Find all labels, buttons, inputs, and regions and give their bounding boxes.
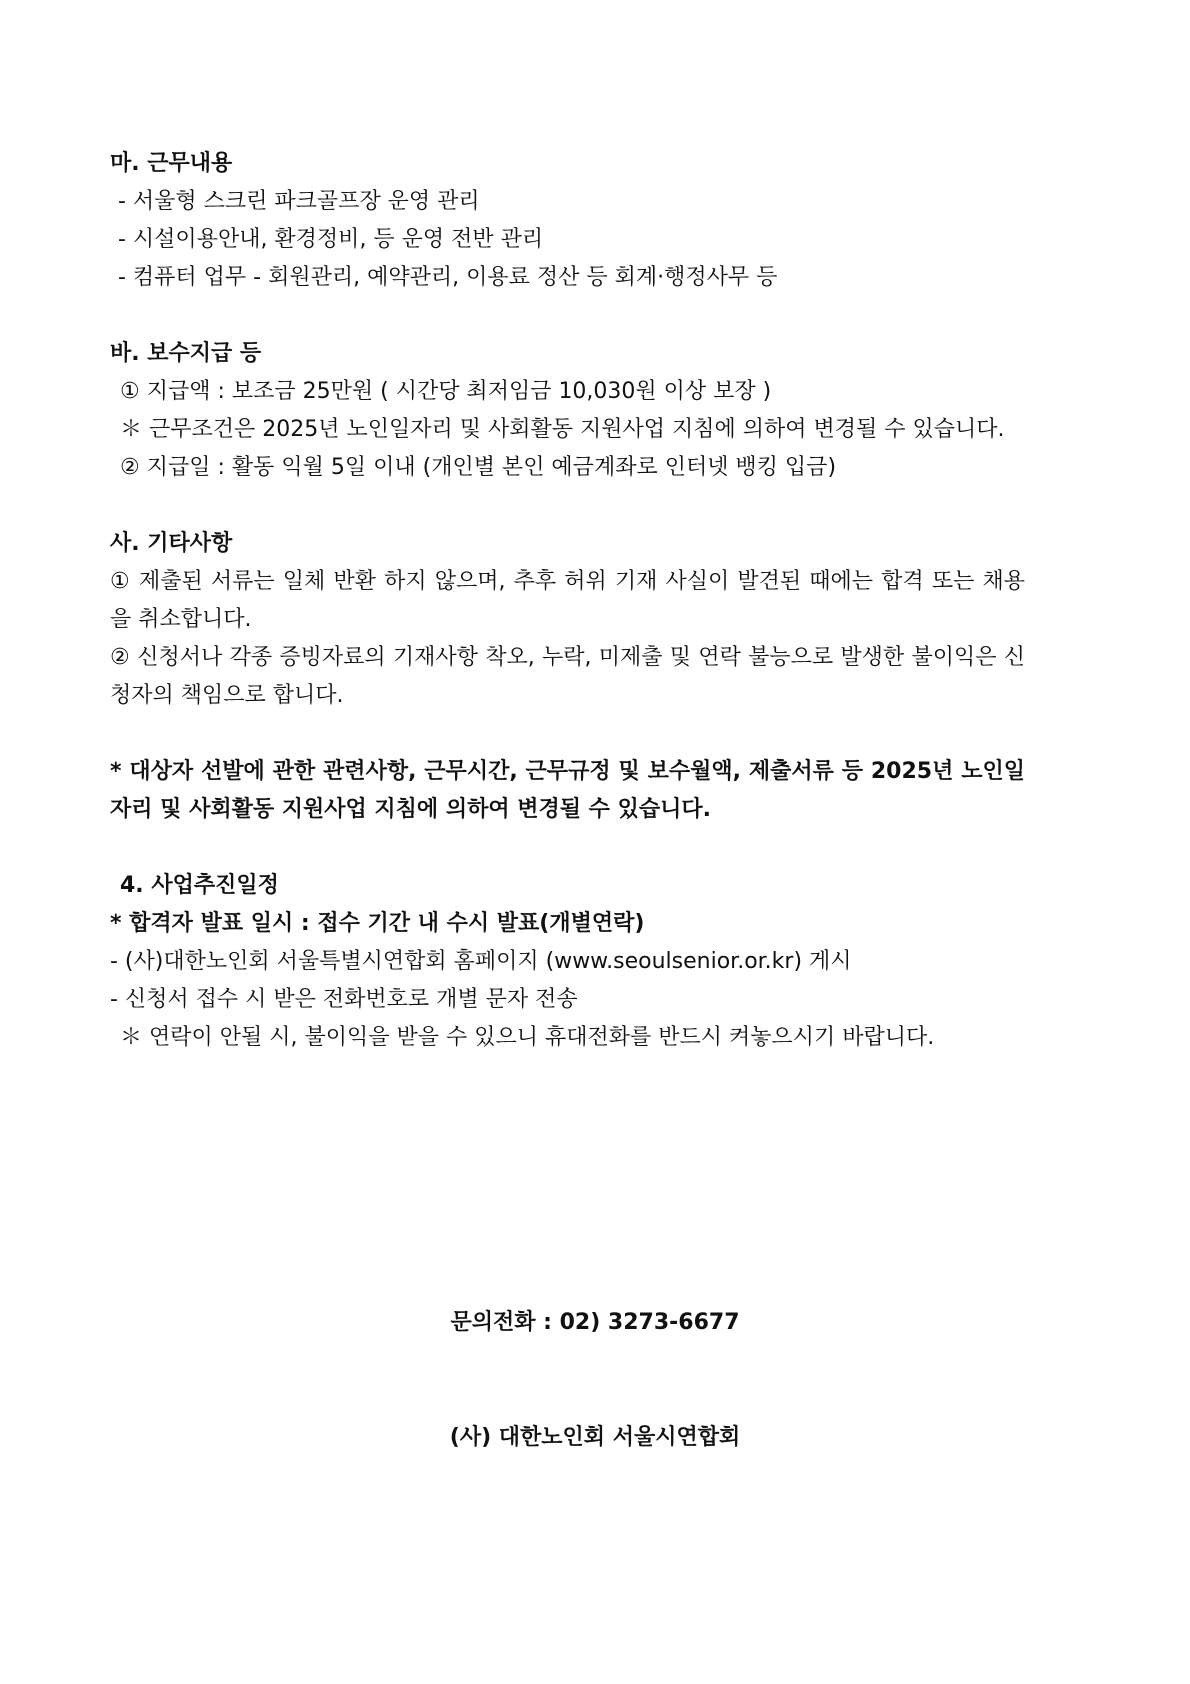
- section-ba-heading: 바. 보수지급 등: [110, 341, 262, 366]
- section-4-item-1: - (사)대한노인회 서울특별시연합회 홈페이지 (www.seoulsenior.or.kr) 게시: [110, 949, 852, 974]
- section-sa-item-1: ① 제출된 서류는 일체 반환 하지 않으며, 추후 허위 기재 사실이 발견된 때에는 합격 또는 채용을 취소합니다.: [110, 569, 1025, 632]
- section-sa-item-2: ② 신청서나 각종 증빙자료의 기재사항 착오, 누락, 미제출 및 연락 불능으로 발생한 불이익은 신청자의 책임으로 합니다.: [110, 645, 1025, 708]
- announcement-date: * 합격자 발표 일시 : 접수 기간 내 수시 발표(개별연락): [110, 911, 645, 936]
- section-4-heading: 4. 사업추진일정: [120, 873, 279, 898]
- section-ba-note: ＊ 근무조건은 2025년 노인일자리 및 사회활동 지원사업 지침에 의하여 변경될 수 있습니다.: [120, 417, 1005, 442]
- section-ma-item-3: - 컴퓨터 업무 - 회원관리, 예약관리, 이용료 정산 등 회계·행정사무 등: [118, 265, 778, 290]
- section-ma-heading: 마. 근무내용: [110, 151, 233, 176]
- spacer: [110, 715, 1025, 753]
- spacer: [110, 829, 1025, 867]
- section-4-item-2: - 신청서 접수 시 받은 전화번호로 개별 문자 전송: [110, 987, 578, 1012]
- section-4-note: ＊ 연락이 안될 시, 불이익을 받을 수 있으니 휴대전화를 반드시 켜놓으시기 바랍니다.: [120, 1025, 935, 1050]
- section-ma-item-2: - 시설이용안내, 환경정비, 등 운영 전반 관리: [118, 227, 544, 252]
- spacer: [110, 487, 1025, 525]
- section-ba-amount: ① 지급액 : 보조금 25만원 ( 시간당 최저임금 10,030원 이상 보장 ): [120, 379, 772, 404]
- section-ma-item-1: - 서울형 스크린 파크골프장 운영 관리: [118, 189, 480, 214]
- organization-name: (사) 대한노인회 서울시연합회: [449, 1425, 741, 1450]
- section-ba-payday: ② 지급일 : 활동 익월 5일 이내 (개인별 본인 예금계좌로 인터넷 뱅킹 입금): [120, 455, 837, 480]
- section-sa-heading: 사. 기타사항: [110, 531, 233, 556]
- contact-phone: 문의전화 : 02) 3273-6677: [450, 1310, 740, 1335]
- bold-notice: * 대상자 선발에 관한 관련사항, 근무시간, 근무규정 및 보수월액, 제출서류 등 2025년 노인일자리 및 사회활동 지원사업 지침에 의하여 변경될 수 있습니다.: [110, 759, 1025, 822]
- document-body: [110, 145, 1025, 1057]
- spacer: [110, 297, 1025, 335]
